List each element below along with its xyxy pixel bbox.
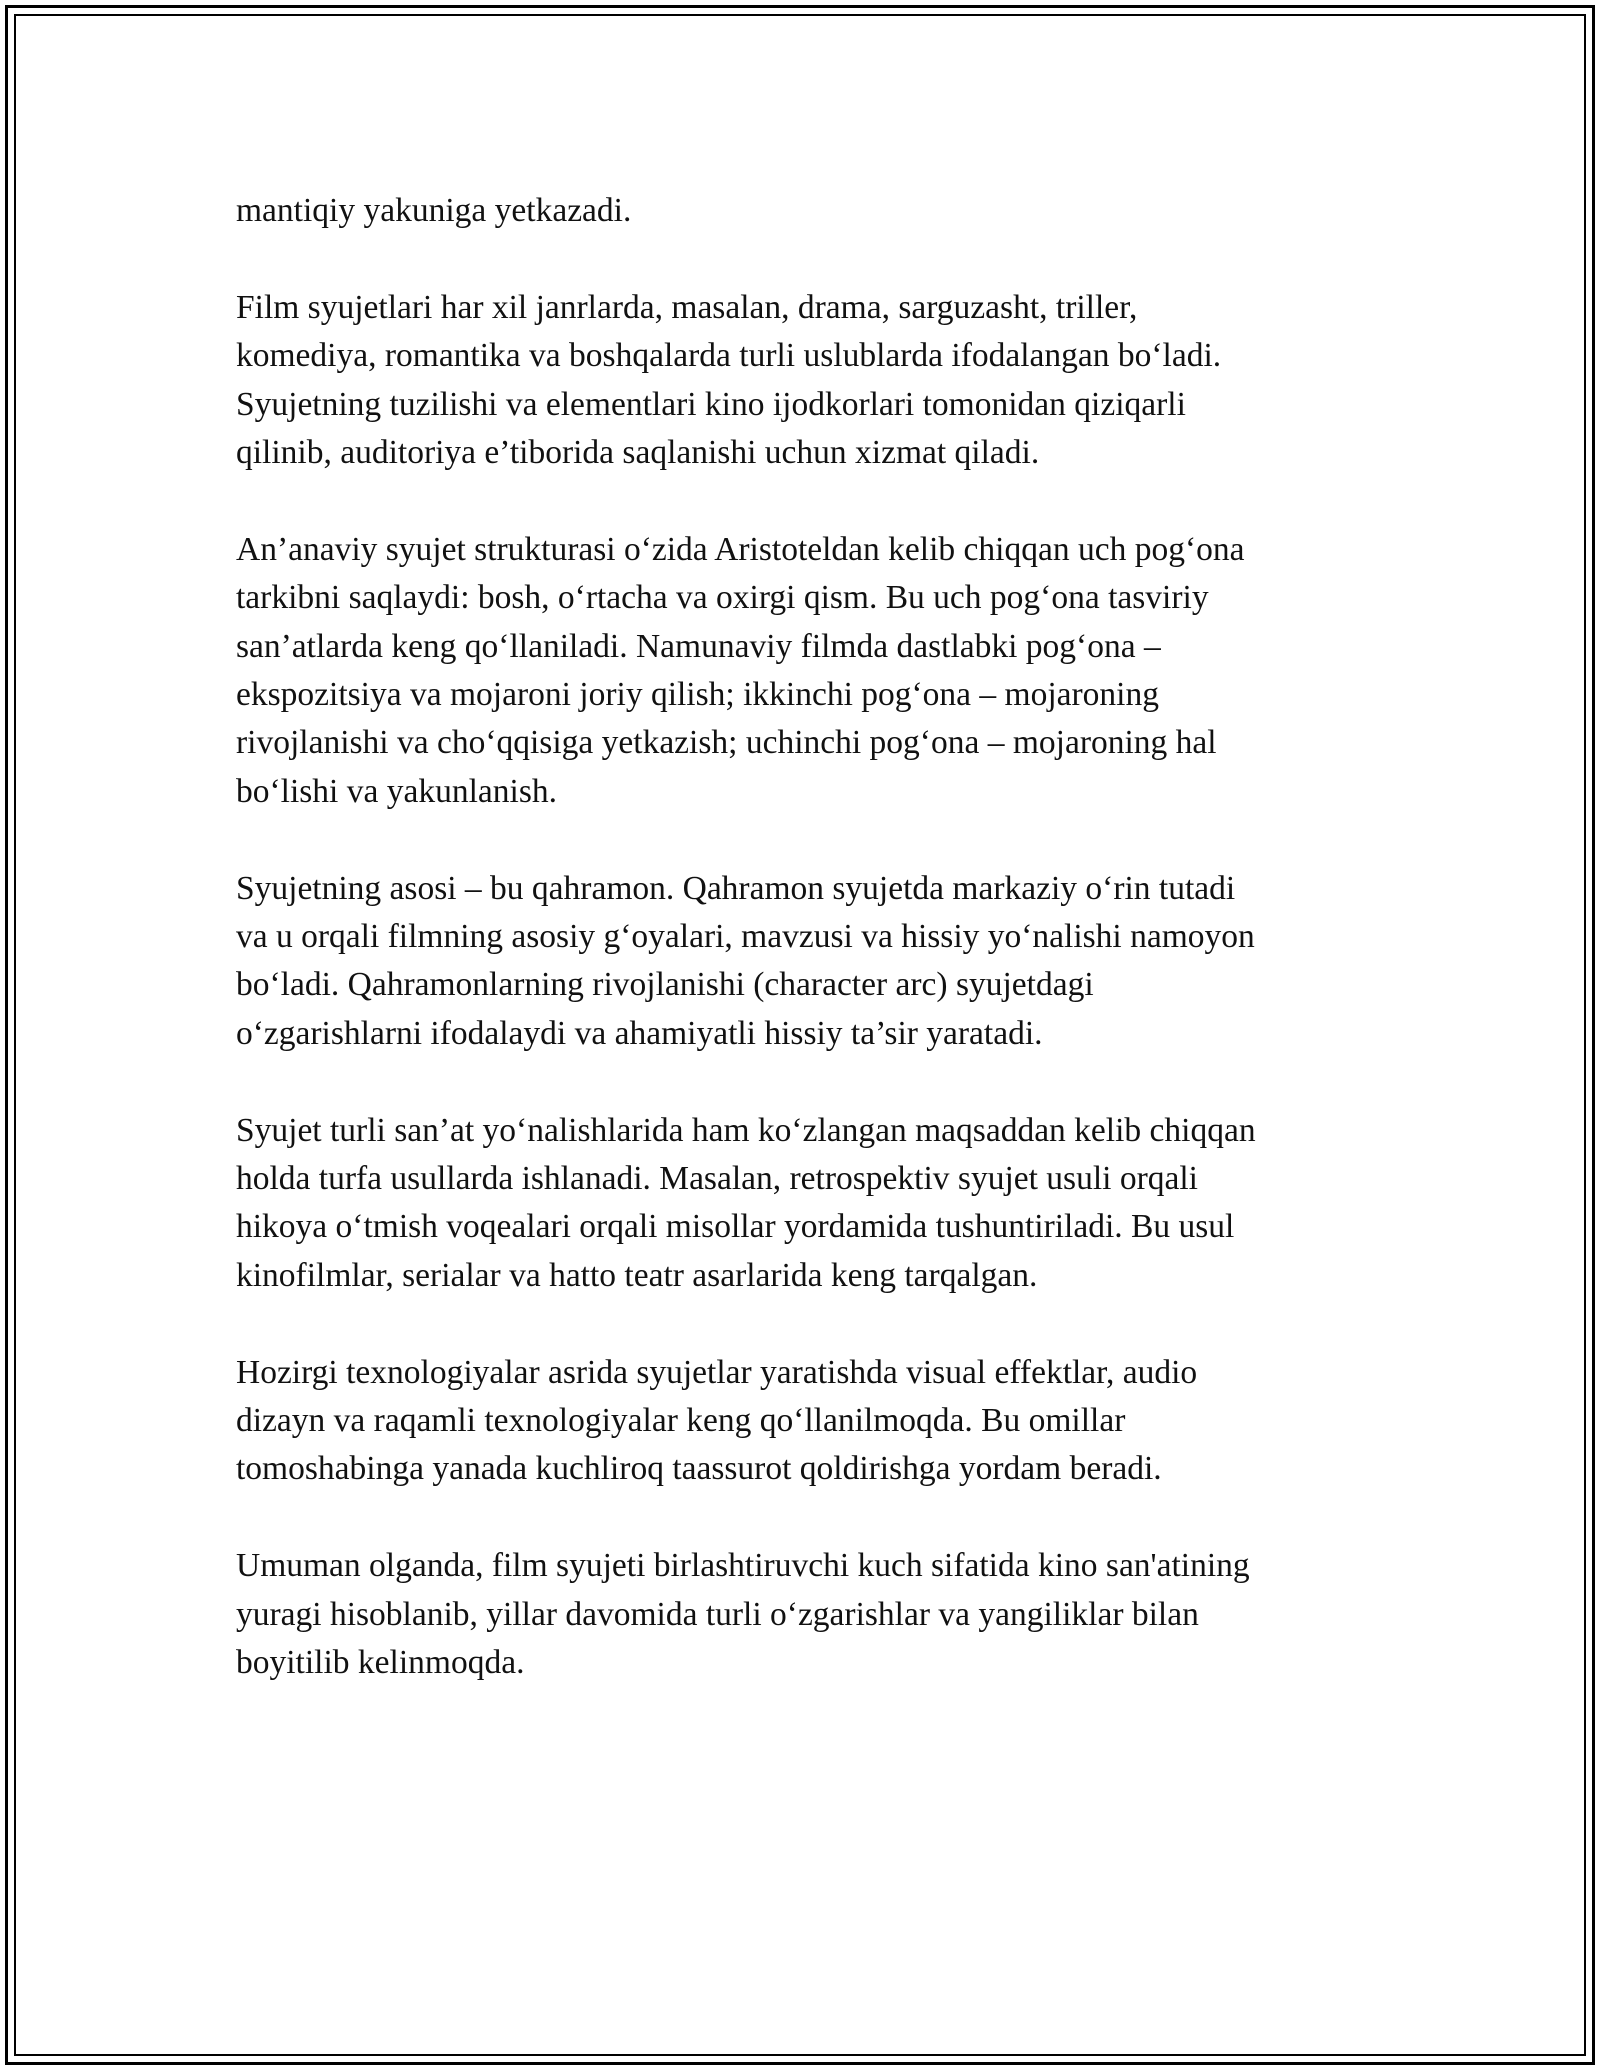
- paragraph-6: Hozirgi texnologiyalar asrida syujetlar yaratishda visual effektlar, audio dizayn va raqamli texnologiyalar keng qo‘llanilmoqda. Bu omillar tomoshabinga yanada kuchliroq taassurot qoldirishga yordam beradi.: [236, 1353, 1198, 1488]
- paragraph-7: Umuman olganda, film syujeti birlashtiruvchi kuch sifatida kino san'atining yuragi hisoblanib, yillar davomida turli o‘zgarishlar va yangiliklar bilan boyitilib kelinmoqda.: [236, 1547, 1250, 1682]
- paragraph-3: An’anaviy syujet strukturasi o‘zida Aristoteldan kelib chiqqan uch pog‘ona tarkibni saqlaydi: bosh, o‘rtacha va oxirgi qism. Bu uch pog‘ona tasviriy san’atlarda keng qo‘llaniladi. Namunaviy filmda dastlabki pog‘ona – ekspozitsiya va mojaroni joriy qilish; ikkinchi pog‘ona – mojaroning rivojlanishi va cho‘qqisiga yetkazish; uchinchi pog‘ona – mojaroning hal bo‘lishi va yakunlanish.: [236, 530, 1245, 810]
- document-body: [236, 187, 1366, 1736]
- paragraph-5: Syujet turli san’at yo‘nalishlarida ham ko‘zlangan maqsaddan kelib chiqqan holda turfa usullarda ishlanadi. Masalan, retrospektiv syujet usuli orqali hikoya o‘tmish voqealari orqali misollar yordamida tushuntiriladi. Bu usul kinofilmlar, serialar va hatto teatr asarlarida keng tarqalgan.: [236, 1111, 1256, 1294]
- paragraph-2: Film syujetlari har xil janrlarda, masalan, drama, sarguzasht, triller, komediya, romantika va boshqalarda turli uslublarda ifodalangan bo‘ladi. Syujetning tuzilishi va elementlari kino ijodkorlari tomonidan qiziqarli qilinib, auditoriya e’tiborida saqlanishi uchun xizmat qiladi.: [236, 288, 1222, 472]
- paragraph-4: Syujetning asosi – bu qahramon. Qahramon syujetda markaziy o‘rin tutadi va u orqali filmning asosiy g‘oyalari, mavzusi va hissiy yo‘nalishi namoyon bo‘ladi. Qahramonlarning rivojlanishi (character arc) syujetdagi o‘zgarishlarni ifodalaydi va ahamiyatli hissiy ta’sir yaratadi.: [236, 869, 1255, 1052]
- paragraph-1: mantiqiy yakuniga yetkazadi.: [236, 192, 632, 229]
